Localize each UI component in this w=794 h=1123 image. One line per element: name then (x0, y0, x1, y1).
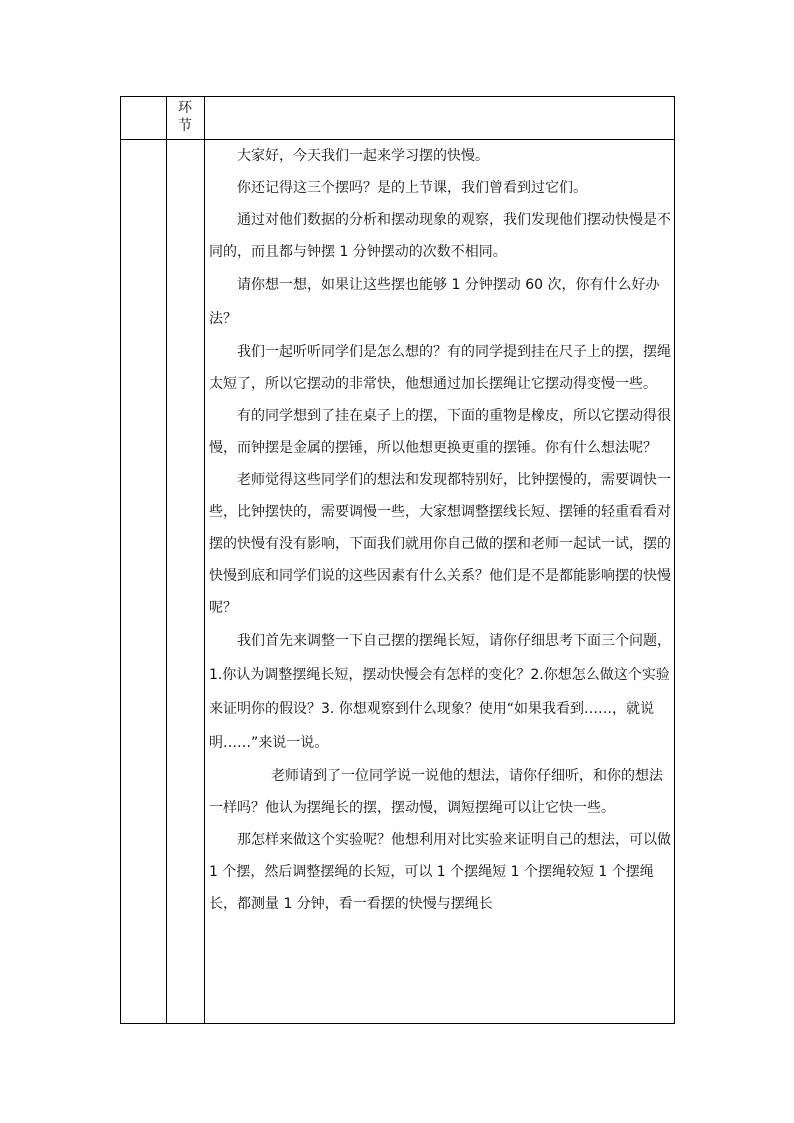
column-divider-1 (166, 97, 167, 1023)
paragraph-3: 通过对他们数据的分析和摆动现象的观察，我们发现他们摆动快慢是不同的，而且都与钟摆 1 分钟摆动的次数不相同。 (209, 212, 671, 260)
paragraph-2: 你还记得这三个摆吗？是的上节课，我们曾看到过它们。 (237, 180, 587, 196)
section-header-char-2: 节 (178, 118, 192, 134)
column-divider-2 (204, 97, 205, 1023)
lesson-table (120, 96, 675, 1024)
paragraph-10: 那怎样来做这个实验呢？他想利用对比实验来证明自己的想法，可以做 1 个摆，然后调整摆绳的长短，可以 1 个摆绳短 1 个摆绳较短 1 个摆绳长，都测量 1 分钟，看一看摆的快慢与摆绳长 (209, 832, 671, 912)
lesson-content-cell (209, 140, 671, 920)
paragraph-5: 我们一起听听同学们是怎么想的？有的同学提到挂在尺子上的摆，摆绳太短了，所以它摆动的非常快，他想通过加长摆绳让它摆动得变慢一些。 (209, 344, 671, 392)
paragraph-4: 请你想一想，如果让这些摆也能够 1 分钟摆动 60 次，你有什么好办法？ (209, 277, 660, 327)
paragraph-8: 我们首先来调整一下自己摆的摆绳长短，请你仔细思考下面三个问题，1.你认为调整摆绳长短，摆动快慢会有怎样的变化？2.你想怎么做这个实验来证明你的假设？3. 你想观察到什么现象？使用“如果我看到……，就说明……”来说一说。 (209, 633, 671, 751)
paragraph-9: 老师请到了一位同学说一说他的想法，请你仔细听，和你的想法一样吗？他认为摆绳长的摆，摆动慢，调短摆绳可以让它快一些。 (209, 768, 663, 816)
section-header-char-1: 环 (178, 100, 192, 116)
paragraph-6: 有的同学想到了挂在桌子上的摆，下面的重物是橡皮，所以它摆动得很慢，而钟摆是金属的摆锤，所以他想更换更重的摆锤。你有什么想法呢？ (209, 408, 671, 456)
section-header-cell (167, 99, 203, 135)
paragraph-7: 老师觉得这些同学们的想法和发现都特别好，比钟摆慢的，需要调快一些，比钟摆快的，需要调慢一些，大家想调整摆线长短、摆锤的轻重看看对摆的快慢有没有影响，下面我们就用你自己做的摆和老师一起试一试，摆的快慢到底和同学们说的这些因素有什么关系？他们是不是都能影响摆的快慢呢？ (209, 472, 671, 616)
paragraph-1: 大家好，今天我们一起来学习摆的快慢。 (237, 148, 489, 164)
